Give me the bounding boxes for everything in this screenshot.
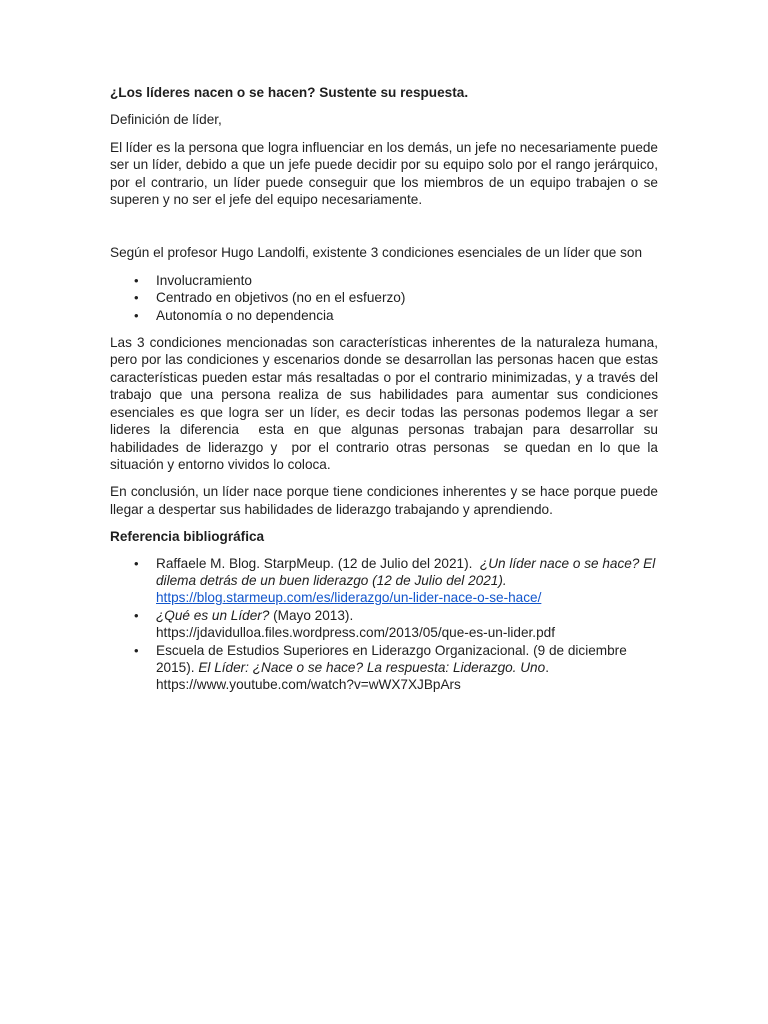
reference-item xyxy=(156,555,658,607)
reference-prefix: Escuela de Estudios Superiores en Liderazgo Organizacional. (9 de diciembre 2015). xyxy=(156,642,631,675)
list-item: • Autonomía o no dependencia xyxy=(156,307,658,324)
reference-link[interactable]: https://blog.starmeup.com/es/liderazgo/un-lider-nace-o-se-hace/ xyxy=(156,590,542,606)
conclusion-paragraph: En conclusión, un líder nace porque tiene condiciones inherentes y se hace porque puede llegar a despertar sus habilidades de liderazgo trabajando y aprendiendo. xyxy=(110,484,658,517)
list-item: • Involucramiento xyxy=(156,272,658,289)
definition-paragraph: El líder es la persona que logra influenciar en los demás, un jefe no necesariamente puede ser un líder, debido a que un jefe puede decidir por su equipo solo por el rango jerárquico, por el contrario, un líder puede conseguir que los miembros de un equipo trabajen o se superen y no ser el jefe del equipo necesariamente. xyxy=(110,139,658,208)
reference-item xyxy=(156,607,658,642)
reference-title: ¿Un líder nace o se hace? El dilema detrás de un buen liderazgo (12 de Julio del 2021). xyxy=(156,555,656,588)
blank-space xyxy=(110,218,658,244)
reference-prefix: Raffaele M. Blog. StarpMeup. (12 de Julio del 2021). xyxy=(156,555,480,571)
reference-title: ¿Qué es un Líder? xyxy=(156,607,270,623)
references-heading: Referencia bibliográfica xyxy=(110,529,265,545)
page-title: ¿Los líderes nacen o se hacen? Sustente su respuesta. xyxy=(110,85,469,100)
reference-suffix: (Mayo 2013). xyxy=(269,607,354,623)
definition-heading: Definición de líder, xyxy=(110,112,222,128)
reference-title: El Líder: ¿Nace o se hace? La respuesta: Liderazgo. Uno xyxy=(198,659,546,675)
reference-url: https://www.youtube.com/watch?v=wWX7XJBpArs xyxy=(156,677,461,693)
list-item: • Centrado en objetivos (no en el esfuerzo) xyxy=(156,289,658,306)
landolfi-intro: Según el profesor Hugo Landolfi, existente 3 condiciones esenciales de un líder que son xyxy=(110,245,643,261)
references-list xyxy=(110,555,658,694)
reference-item xyxy=(156,642,658,694)
reference-suffix: . xyxy=(545,659,549,675)
conditions-list xyxy=(110,272,658,324)
reference-url: https://jdavidulloa.files.wordpress.com/2013/05/que-es-un-lider.pdf xyxy=(156,625,555,641)
conditions-paragraph: Las 3 condiciones mencionadas son características inherentes de la naturaleza humana, pero por las condiciones y escenarios donde se desarrollan las personas hacen que estas características pueden estar más resaltadas o por el contrario minimizadas, y a través del trabajo que una persona realiza de sus habilidades para aumentar sus condiciones esenciales es que logra ser un líder, es decir todas las personas podemos llegar a ser lideres la diferencia esta en que algunas personas trabajan para desarrollar su habilidades de liderazgo y por el contrario otras personas se quedan en lo que la situación y entorno vividos lo coloca. xyxy=(110,335,662,472)
